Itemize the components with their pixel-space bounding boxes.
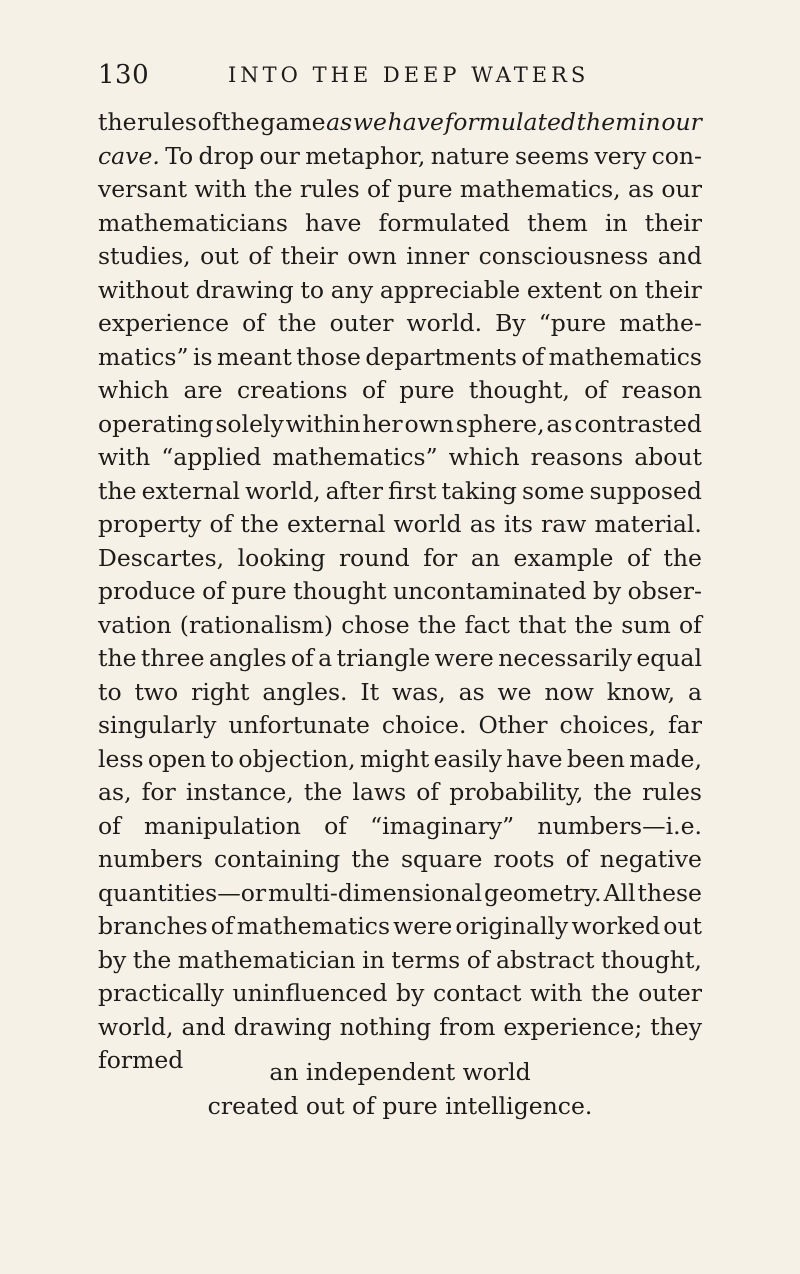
word: as [469,510,496,538]
word: about [634,443,702,471]
word: mathematics” [272,443,438,471]
word: her [362,409,403,438]
word: them [576,108,638,136]
word: mathe- [619,309,702,337]
word: con- [651,141,702,170]
word: some [522,476,585,505]
word: mathematics [548,342,702,371]
word: were [393,912,453,940]
word: departments [365,342,517,371]
word: know, [606,677,676,706]
word: experience [98,309,229,337]
word: these [637,878,702,907]
text-line [98,910,702,944]
text-line [98,776,702,810]
word: is [192,342,213,371]
word: unfortunate [228,711,370,739]
word: quantities—or [98,878,267,907]
text-line [98,575,702,609]
word: practically [98,979,224,1007]
word: which [448,443,520,471]
word: Other [478,711,548,739]
word: vation [98,610,172,639]
word: triangle [336,644,431,672]
word: instance, [185,778,294,806]
block-quote [0,1055,800,1123]
text-line [98,743,702,777]
word: “pure [538,309,607,337]
word: operating [98,409,214,438]
word: the [221,108,260,136]
word: negative [599,845,702,873]
word: the [98,644,137,672]
word: for [141,778,176,806]
word: property [98,510,202,538]
word: extent [526,275,602,304]
word: after [325,476,383,505]
word: were [434,644,494,672]
word: of [565,845,589,873]
text-line [98,642,702,676]
word: manipulation [144,811,301,840]
word: mathematicians [98,208,288,237]
text-line [98,408,702,442]
word: the [574,610,614,639]
word: of [416,778,440,806]
chapter-title: INTO THE DEEP WATERS [228,63,590,87]
word: two [134,677,179,706]
text-line [98,441,702,475]
word: All [603,878,636,907]
word: to [98,677,122,706]
word: raw [541,510,587,538]
word: drawing [195,275,294,304]
word: material. [594,510,702,538]
word: right [191,677,250,706]
word: the [593,778,632,806]
word: rules [137,108,197,136]
word: own [404,409,454,438]
word: creations [236,376,348,404]
word: worked [571,912,661,940]
word: by [592,577,622,605]
word: consciousness [478,242,649,270]
word: as [458,677,485,706]
word: of [584,376,608,404]
word: outer [638,979,702,1007]
word: of [210,912,234,940]
word: looking [237,543,326,572]
body-paragraph [98,106,702,1078]
word: our [661,108,702,136]
word: It [360,677,380,706]
word: to [300,275,325,304]
word: are [183,376,223,404]
word: now [544,677,594,706]
word: reasons [530,443,624,471]
word: probability, [449,778,584,806]
word: example [513,543,614,572]
word: have [305,208,362,237]
word: of [627,543,650,572]
word: appreciable [379,275,521,304]
word: was, [392,677,446,706]
word: their [644,208,702,237]
word: as, [98,778,132,806]
word: within [285,409,361,438]
word: the [132,945,172,974]
word: produce [98,577,196,605]
word: abstract [496,945,595,974]
word: the [303,778,343,806]
text-line [98,877,702,911]
quote-line: an independent world [269,1058,531,1086]
word: uninfluenced [232,979,388,1007]
text-line [98,977,702,1011]
word: the [98,476,137,505]
word: contact [432,979,522,1007]
word: meant [216,342,292,371]
word: the [663,543,702,572]
word: might [359,744,430,773]
word: “applied [161,443,262,471]
word: own [347,242,397,270]
word: less [98,744,144,773]
word: mathematician [177,945,356,974]
word: containing [213,845,341,873]
word: of [248,242,272,270]
word: rules [642,778,702,806]
word: in [638,108,661,136]
word: as [326,108,353,136]
word: of [521,342,545,371]
word: angles [208,644,287,672]
word: choice. [381,711,467,739]
text-line [98,843,702,877]
word: their [280,242,338,270]
text-line [98,341,702,375]
word: reason [621,376,702,404]
word: our [661,175,702,203]
word: of [367,175,390,203]
word: “imaginary” [370,811,515,840]
word: drop [198,141,255,170]
word: pure [399,376,455,404]
word: equal [636,644,702,672]
word: necessarily [498,644,632,672]
word: of [197,108,221,136]
text-line [98,307,702,341]
text-line [98,240,702,274]
word: multi-dimensional [268,878,483,907]
word: pure [397,175,453,203]
word: obser- [627,577,702,605]
word: pure [231,577,287,605]
word: that [518,610,567,639]
word: of [466,945,490,974]
word: formulated [444,108,576,136]
word: been [566,744,625,773]
word: have [506,744,563,773]
word: the [98,108,137,136]
word: have [387,108,444,136]
word: world, [98,1012,174,1041]
word: made, [629,744,702,773]
word: solely [215,409,284,438]
word: the [278,309,317,337]
word: studies, [98,242,191,270]
word: far [668,711,702,739]
word: as [627,175,655,203]
word: thought, [468,376,570,404]
text-line [98,508,702,542]
word: of [290,644,314,672]
word: by [396,979,425,1007]
word: versant [98,175,188,203]
text-line [98,106,702,140]
text-line [98,374,702,408]
word: nothing [339,1012,432,1041]
word: square [400,845,483,873]
word: mathematics [236,912,391,940]
word: without [98,275,189,304]
word: inner [406,242,470,270]
text-line [98,709,702,743]
word: on [608,275,638,304]
word: fact [464,610,510,639]
word: a [318,644,333,672]
word: any [330,275,374,304]
word: external [287,510,386,538]
word: formulated [378,208,510,237]
word: and [181,1012,226,1041]
word: thought [293,577,387,605]
word: with [194,175,247,203]
word: uncontaminated [392,577,587,605]
text-line [98,1011,702,1045]
word: their [644,275,702,304]
word: easily [433,744,502,773]
word: first [388,476,437,505]
word: out [663,912,702,940]
word: taking [441,476,517,505]
word: the [590,979,630,1007]
word: metaphor, [305,141,426,170]
quote-line: created out of pure intelligence. [207,1092,593,1120]
text-line [98,676,702,710]
word: nature [430,141,510,170]
word: our [259,141,300,170]
word: sphere, [455,409,545,438]
page-number: 130 [98,60,150,90]
word: matics” [98,342,189,371]
word: of [324,811,347,840]
word: experience; [503,1012,643,1041]
word: world, [245,476,321,505]
word: chose [341,610,410,639]
word: singularly [98,711,217,739]
text-line [98,810,702,844]
word: By [495,309,526,337]
word: mathematics, [459,175,621,203]
word: of [679,610,702,639]
word: we [497,677,532,706]
word: objection, [238,744,356,773]
word: angles. [262,677,348,706]
word: outer [329,309,394,337]
word: supposed [589,476,702,505]
word: them [527,208,588,237]
word: its [503,510,533,538]
word: very [594,141,647,170]
word: to [210,744,234,773]
word: terms [391,945,461,974]
word: the [240,510,279,538]
word: geometry. [484,878,602,907]
text-line [98,475,702,509]
word: the [253,175,293,203]
word: of [361,376,385,404]
word: contrasted [574,409,702,438]
text-line [98,207,702,241]
text-line [98,140,702,174]
text-line [98,609,702,643]
word: open [147,744,207,773]
word: of [202,577,225,605]
word: originally [455,912,569,940]
word: from [439,1012,496,1041]
word: they [650,1012,702,1041]
word: rules [299,175,360,203]
word: the [417,610,457,639]
word: we [352,108,387,136]
word: a [687,677,702,706]
word: cave. [98,141,160,170]
word: in [604,208,628,237]
word: those [296,342,361,371]
word: as [546,409,573,438]
word: world [393,510,462,538]
word: of [209,510,233,538]
word: choices, [559,711,657,739]
word: which [98,376,170,404]
word: of [98,811,121,840]
word: with [530,979,583,1007]
text-line [98,944,702,978]
word: three [140,644,205,672]
text-line [98,173,702,207]
text-line [98,274,702,308]
word: (rationalism) [179,610,333,639]
word: sum [621,610,671,639]
word: with [98,443,151,471]
word: an [470,543,500,572]
word: Descartes, [98,543,225,572]
word: in [362,945,385,974]
word: by [98,945,127,974]
word: numbers [98,845,203,873]
word: the [351,845,390,873]
word: roots [493,845,555,873]
word: and [657,242,702,270]
word: branches [98,912,208,940]
word: world. [406,309,483,337]
word: drawing [233,1012,332,1041]
word: seems [514,141,590,170]
word: formed [98,1046,184,1074]
text-line [98,542,702,576]
word: thought, [600,945,702,974]
word: numbers—i.e. [537,811,702,840]
word: round [338,543,410,572]
word: of [242,309,265,337]
word: laws [352,778,407,806]
word: external [141,476,240,505]
word: out [200,242,239,270]
word: game [260,108,326,136]
word: for [423,543,458,572]
word: To [165,141,194,170]
running-head [98,58,702,92]
